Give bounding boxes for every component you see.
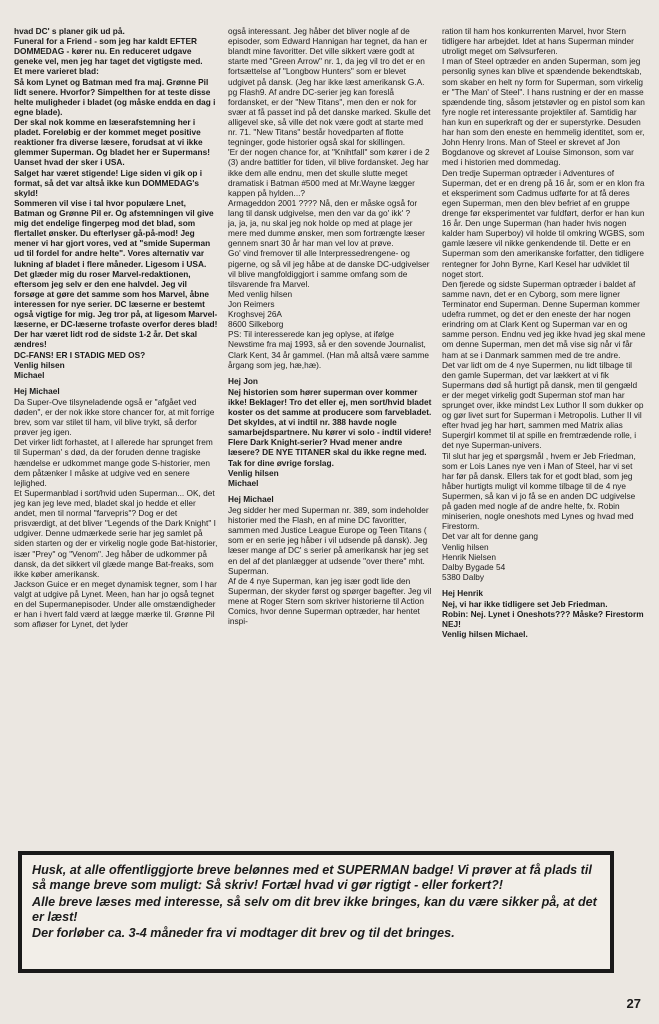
letter-paragraph: Armageddon 2001 ???? Nå, den er måske også for lang til dansk udgivelse, men den var da go' ikk' ? <box>228 197 418 218</box>
letter-paragraph: 'Er der nogen chance for, at "Knihtfall" som kører i de 2 (3) andre battitler for tiden, vil blive fordansket. Jeg har ikke dem alle endnu, men det skulle slutte meget dramatisk i Batman #500 med at Mr.Wayne lægger kappen på hylden...? <box>228 147 430 198</box>
letter-paragraph: ja, ja, ja, nu skal jeg nok holde op med at plage jer mere med dumme ønsker, men som fortrængte læser gennem snart 30 år har man vel lov at prøve. <box>228 218 425 249</box>
letter-block <box>442 588 646 640</box>
notice-line: Husk, at alle offentliggjorte breve belønnes med et SUPERMAN badge! Vi prøver at få plads til så mange breve som muligt: Så skriv! Fortæl hvad vi gør rigtigt - eller forkert?! <box>32 863 592 893</box>
letter-paragraph: Sommeren vil vise i tal hvor populære Lnet, Batman og Grønne Pil er. Og afstemningen vil give mig det endelige fingerpeg mod det blad, som flertallet ønsker. Du efterlyser gå-på-mod! Jeg mener vi har gjort vores, ved at "smide Superman ud til fordel for andre helte". Vores alternativ var lukning af bladet i flere måneder. Ligesom i USA. <box>14 197 214 269</box>
notice-box <box>18 851 614 973</box>
letter-continuation <box>14 26 218 380</box>
letter-paragraph: Det var alt for denne gang <box>442 531 538 542</box>
letter-continuation <box>442 26 646 582</box>
letter-paragraph: Venlig hilsen Michael. <box>442 629 528 640</box>
letter-paragraph: Så kom Lynet og Batman med fra maj. Grønne Pil lidt senere. Hvorfor? Simpelthen for at teste disse helte muligheder i bladet (og måske endda en dag i egne blade). <box>14 76 216 117</box>
letter-paragraph: Jackson Guice er en meget dynamisk tegner, som I har valgt at udgive på Lynet. Meen, han har jo også tegnet en del Supermanepisoder. Under alle omstændigheder er han i hvert fald værd at lægge mærke til. Grønne Pil som afløser for Lynet, det lyder <box>14 578 217 630</box>
letter-paragraph: DC-FANS! ER I STADIG MED OS? <box>14 349 146 360</box>
letter-salutation: Hej Henrik <box>442 588 484 599</box>
letter-block <box>228 494 432 626</box>
notice-line: Der forløber ca. 3-4 måneder fra vi modtager dit brev og til det bringes. <box>32 926 455 941</box>
letter-paragraph: Salget har været stigende! Lige siden vi gik op i format, så det var altså ikke kun DOMMEDAG's skyld! <box>14 167 203 198</box>
letter-paragraph: 8600 Silkeborg <box>228 319 284 330</box>
letter-salutation: Hej Michael <box>14 385 60 396</box>
letter-paragraph: Da Super-Ove tilsyneladende også er "afgået ved døden", er der nok ikke store chancer for, at mit forrige brev, som var stilet til ham, vil blive trykt, så derfor prøver jeg igen. <box>14 396 215 438</box>
letter-columns <box>14 26 646 836</box>
notice-line: Alle breve læses med interesse, så selv om dit brev ikke bringes, kan du være sikker på, at det er læst! <box>32 894 597 925</box>
letter-paragraph: Til slut har jeg et spørgsmål , hvem er Jeb Friedman, som er Lois Lanes nye ven i Man of Steel, har vi set har før på dansk. Ellers tak for et godt blad, som jeg håber hurtigts muligt vil komme tilbage til de 4 nye Supermen, så kan vi jo få se en anden DC udgivelse på gaden med nogle af de andre helte, fx. Robin miniserien, nogle oneshots med Lynes og hvad med Firestorm. <box>442 450 636 532</box>
letter-salutation: Hej Michael <box>228 493 274 504</box>
column-1 <box>14 26 218 836</box>
letter-paragraph: Med venlig hilsen <box>228 288 293 299</box>
letter-paragraph: også interessant. Jeg håber det bliver nogle af de episoder, som Edward Hannigan har tegnet, da han er blandt mine favoritter. Det ville sikkert være godt at starte med "Green Arrow" nr. 1, da jeg vil tro det er en fortsættelse af "Longbow Hunters" som er blevet udgivet på dansk. (Jeg har ikke læst amerikansk G.A. pg Flash9. Af andre DC-serier jeg kan foreslå fordansket, er der "New Titans", men den er nok for svær at få passet ind på det danske marked. Skulle det alligevel ske, så ville det nok være godt at starte med nr. 71. "New Titans" består hovedparten af flotte tegninger, gode historier også skal for skillingen. <box>228 26 431 148</box>
column-2 <box>228 26 432 836</box>
letter-paragraph: Venlig hilsen <box>228 467 279 478</box>
letter-paragraph: Jeg sidder her med Superman nr. 389, som indeholder historier med the Flash, en af mine DC favoritter, sammen med Justice League Europe og Teen Titans ( som er en serie jeg håber i vil udsende på dansk). Jeg læser mange af DC' s serier på amerikansk har jeg set en del af det planlægger at udsende "over there" mht. Superman. <box>228 505 429 576</box>
letter-paragraph: Michael <box>228 477 259 488</box>
letter-paragraph: Den fjerede og sidste Superman optræder i baldet af samme navn, det er en Cyborg, som mere ligner Terminator end Superman. Denne Superman kommer udefra rummet, og det er den eneste der har nogen erindring om at Clark Kent og Superman var en og samme person. Endnu ved jeg ikke hvad jeg skal mene om denne Superman, men det må vise sig når vi får ham at se i Danmark sammen med de tre andre. <box>442 278 646 360</box>
letter-paragraph: 5380 Dalby <box>442 571 484 582</box>
letter-paragraph: Nej historien som hører superman over kommer ikke! Beklager! Tro det eller ej, men sort/hvid bladet koster os det samme at producere som farvebladet. Det skyldes, at vi indtil nr. 388 havde nogle samarbejdspartnere. Nu kører vi solo - indtil videre! <box>228 386 432 438</box>
letter-paragraph: Michael <box>14 369 45 380</box>
letter-paragraph: Go' vind fremover til alle Interpressedrengene- og pigerne, og så vil jeg håbe at de danske DC-udgivelser vil blive mangfoldiggjort i samme omfang som de tilsvarende fra Marvel. <box>228 248 430 289</box>
letter-paragraph: Funeral for a Friend - som jeg har kaldt EFTER DOMMEDAG - kører nu. En reduceret udgave geneke vel, men jeg har taget det vigtigste med. <box>14 36 203 67</box>
column-3 <box>442 26 646 836</box>
letter-paragraph: Jon Reimers <box>228 298 275 309</box>
letter-paragraph: I man of Steel optræder en anden Superman, som jeg personlig synes kan blive et spændende bekendtskab, som skaber en helt ny form for Superman, som virkelig er "The Man' of Steel". I hans rustning er der en masse spændende ting, såsom jetstøvler og en pistol som kan fyre nogle ret interessante projektiler af. Samtidig har han kun en superkraft og der er superstyrke. Desuden har han som den eneste en hemmelig identitet, som er, John Henry Irons. Man of Steel er skrevet af Jon Bogdanove og skrevet af Louise Simonson, som var med i historien med dommedag. <box>442 56 645 168</box>
letter-paragraph: Der har været lidt rod de sidste 1-2 år. Det skal ændres! <box>14 329 198 350</box>
letter-paragraph: Der skal nok komme en læserafstemning her i pladet. Foreløbig er der kommet meget positive reaktioner fra diverse læsere, forudsat at vi ikke glemmer Superman. Og bladet her er Supermans! Uanset hvad der sker i USA. <box>14 116 210 168</box>
letter-paragraph: Henrik Nielsen <box>442 551 496 562</box>
letter-paragraph: Venlig hilsen <box>442 541 489 552</box>
letter-block <box>228 376 432 488</box>
letter-paragraph: Flere Dark Knight-serier? Hvad mener andre læsere? DE NYE TITANER skal du ikke regne med. <box>228 437 427 458</box>
letter-paragraph: hvad DC' s planer gik ud på. <box>14 26 125 36</box>
letter-salutation: Hej Jon <box>228 375 258 386</box>
letter-block <box>14 386 218 630</box>
letter-paragraph: Dalby Bygade 54 <box>442 561 506 572</box>
letter-continuation <box>228 26 432 370</box>
letter-paragraph: Af de 4 nye Superman, kan jeg især godt lide den Superman, der skyder først og spørger bagefter. Jeg vil mene at Roger Stern som skriver historierne til Action Comics, hvor denne Superman optræder, har hentet inspi- <box>228 575 432 627</box>
letter-paragraph: PS: Til interesserede kan jeg oplyse, at ifølge Newstime fra maj 1993, så er den sovende Journalist, Clark Kent, 34 år gammel. (Han må altså være samme årgang som jeg, hæ,hæ). <box>228 329 430 370</box>
letter-paragraph: Venlig hilsen <box>14 359 65 370</box>
letter-paragraph: ration til ham hos konkurrenten Marvel, hvor Stern tidligere har arbejdet. Idet at hans Superman minder utroligt meget om Sølvsurferen. <box>442 26 634 57</box>
letter-paragraph: Det glæder mig du roser Marvel-redaktionen, eftersom jeg selv er den ene halvdel. Jeg vil forsøge at gøre det samme som hos Marvel, åbne interessen for nye serier. DC læserne er bestemt også vigtige for mig. Jeg tror på, at ligesom Marvel-læserne, er DC-læserne trofaste overfor deres blad! <box>14 268 218 330</box>
letter-paragraph: Kroghsvej 26A <box>228 309 282 320</box>
page-number: 27 <box>626 996 641 1011</box>
letter-paragraph: Et mere varieret blad: <box>14 66 99 77</box>
letter-paragraph: Et Supermanblad i sort/hvid uden Superman... OK, det jeg kan jeg leve med, bladet skal jo hedde et eller andet, men til normal "farvepris"? Dog er det prisværdigt, at det bliver "Legends of the Dark Knight" I udgiver. Denne udmærkede serie har jeg samlet på siden starten og der er virkelig nogle gode Bat-historier, især "Prey" og "Venom". Jeg håber de udkommer på dansk, da det sikkert vil glæde mange Bat-freaks, som ikke køber amerikansk. <box>14 487 218 579</box>
letter-paragraph: Den tredje Superman optræder i Adventures of Superman, det er en dreng på 16 år, som er en klon fra et eksperiment som Cadmus udførte for at få deres egen Superman, men den blev befriet af en gruppe drenge før eksperimentet var fuldført, derfor er han kun 16 år. Den unge Superman (han hader hvis nogen kalder ham Superboy) vil holde til omkring WGBS, som gamle læsere vil nikke genkendende til. Dette er en Superman som den amerikanske forfatter, den tidligere rentegner for John Byrne, Karl Kesel har udviklet til noget stort. <box>442 167 645 279</box>
letter-paragraph: Nej, vi har ikke tidligere set Jeb Friedman. <box>442 599 608 610</box>
letter-paragraph: Tak for dine øvrige forslag. <box>228 457 334 468</box>
letter-paragraph: Robin: Nej. Lynet i Oneshots??? Måske? Firestorm NEJ! <box>442 609 644 630</box>
letter-paragraph: Det var lidt om de 4 nye Supermen, nu lidt tilbage til den gamle Superman, det var lækkert at vi fik Supermans død så hurtigt på dansk, men til gengæld er der meget virkelig godt Superman stof man har sprunget over, ikke mindst Lex Luthor II som dukker op og gør livet surt for Superman i Metropolis. Luther II vil efter hvad jeg har hørt, sammen med Matrix alias Supergirl kommet til at spille en fremtrædende rolle, i det nye Superman-univers. <box>442 359 644 451</box>
letter-paragraph: Det virker lidt forhastet, at I allerede har sprunget frem til Superman' s død, da der foruden denne tragiske hændelse er udkommet mange gode S-historier, men dem påtænker I måske at udgive ved en senere lejlighed. <box>14 437 213 488</box>
